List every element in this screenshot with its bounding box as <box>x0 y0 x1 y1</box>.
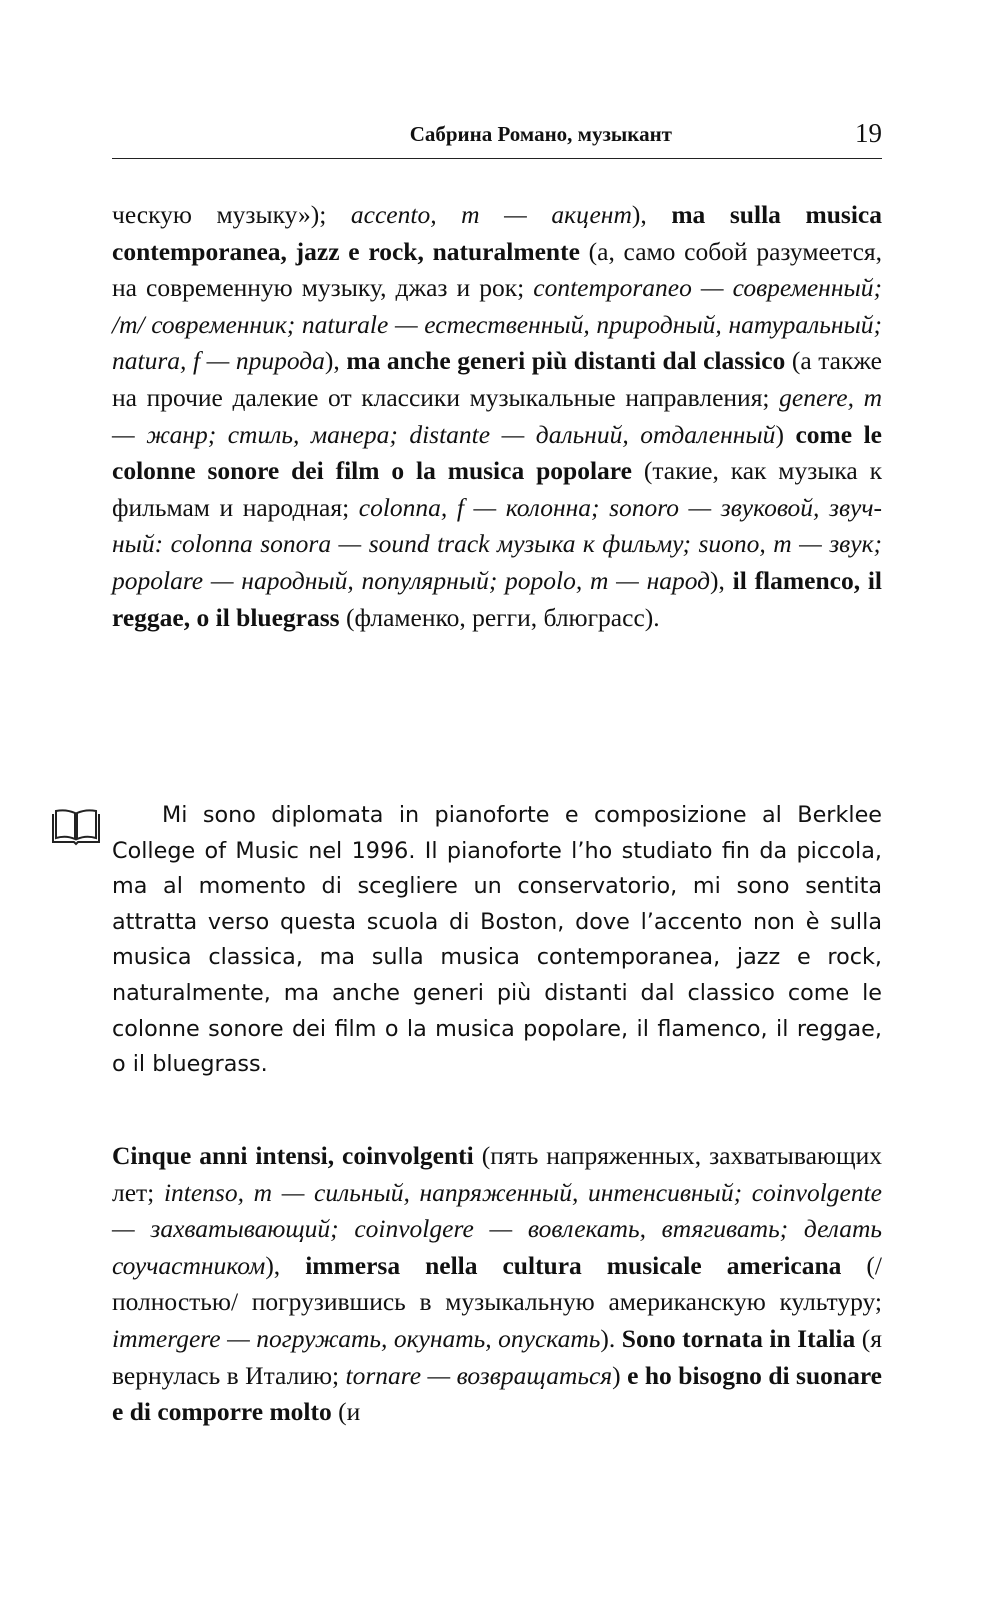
translation-text: (/полностью/ погрузившись в музыкальную американскую культуру; <box>112 1250 882 1317</box>
translation-text: (а также на прочие далекие от классики музыкальные направления; <box>112 346 882 412</box>
translation-text: ) <box>612 1360 628 1390</box>
vocabulary-note: genere, m — жанр; стиль, манера; distante — дальний, отдаленный <box>112 382 882 449</box>
translation-text: ), <box>631 200 672 229</box>
translation-text: ), <box>324 346 347 376</box>
vocabulary-note: tornare — возвращаться <box>345 1360 613 1390</box>
vocabulary-note: accento, m — акцент <box>350 200 632 229</box>
italian-phrase: e ho bisogno di suonare e di comporre molto <box>112 1360 883 1427</box>
translation-text: (такие, как музыка к фильмам и народная; <box>112 456 882 522</box>
running-title: Сабрина Романо, музыкант <box>409 122 672 146</box>
italian-phrase: immersa nella cultura musicale americana <box>305 1250 842 1280</box>
translation-text: ). <box>600 1323 622 1353</box>
vocabulary-note: immergere — погружать, окунать, опускать <box>112 1323 601 1353</box>
annotated-paragraph-1 <box>112 197 882 636</box>
translation-text: ), <box>265 1250 306 1280</box>
translation-text: (я вернулась в Италию; <box>112 1323 883 1390</box>
italian-phrase: Sono tornata in Italia <box>621 1323 856 1353</box>
italian-phrase: il flamenco, il reggae, o il bluegrass <box>112 565 882 632</box>
italian-phrase: ma sulla musica contemporanea, jazz e rock, naturalmente <box>112 200 882 266</box>
page-number: 19 <box>855 118 882 148</box>
translation-text: (и <box>331 1397 361 1427</box>
italian-phrase: ma anche generi più distanti dal classico <box>346 346 786 376</box>
italian-passage: Mi sono diplomata in pianoforte e composizione al Berklee College of Music nel 1996. Il pianoforte l’ho studiato fin da piccola, ma al momento di scegliere un conservatorio, mi sono sentita attratta verso questa scuola di Boston, dove l’accento non è sulla musica classica, ma sulla musica contemporanea, jazz e rock, naturalmente, ma anche generi più distanti dal classico come le colonne sonore dei film o la musica popolare, il flamenco, il reggae, o il bluegrass. <box>112 802 882 1078</box>
translation-text: (а, само собой разумеется, на современную музыку, джаз и рок; <box>112 236 882 303</box>
vocabulary-note: intenso, m — сильный, напряженный, интенсивный; coinvolgente — захватывающий; coinvolgere — вовлекать, втягивать; делать соучастником <box>112 1177 882 1280</box>
translation-text: ), <box>710 565 733 595</box>
annotated-paragraph-2 <box>112 1138 882 1431</box>
open-book-icon <box>50 808 102 846</box>
translation-text: (фламенко, регги, блюграсс). <box>339 602 660 632</box>
translation-text: ческую музыку»); <box>112 200 351 229</box>
italian-phrase: Cinque anni intensi, coinvolgenti <box>112 1141 474 1170</box>
italian-phrase: come le colonne sonore dei film o la musica popolare <box>112 419 883 486</box>
running-header <box>112 114 882 159</box>
translation-text: ) <box>775 419 796 449</box>
vocabulary-note: colonna, f — колонна; sonoro — звуковой, звучный: colonna sonora — sound track музыка к фильму; suono, m — звук; popolare — народный, популярный; popolo, m — народ <box>112 492 882 595</box>
translation-text: (пять напряженных, захватывающих лет; <box>112 1141 883 1207</box>
vocabulary-note: contemporaneo — современный; /m/ современник; naturale — естественный, природный, натуральный; natura, f — природа <box>112 273 882 376</box>
